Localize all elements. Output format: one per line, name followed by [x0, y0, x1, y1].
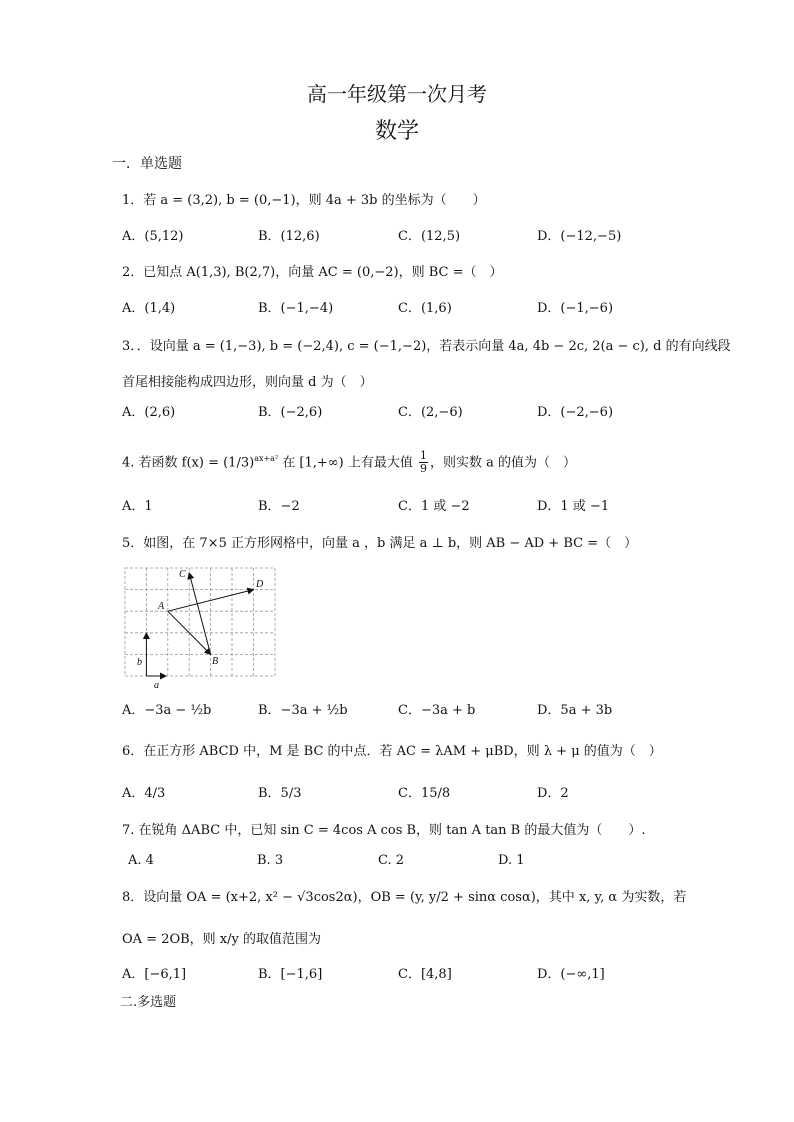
question-2-stem: 2．已知点 A(1,3), B(2,7)，向量 AC = (0,−2)，则 BC =（ ）: [122, 265, 503, 280]
question-1-stem: 1．若 a = (3,2), b = (0,−1)，则 4a + 3b 的坐标为（ ）: [122, 193, 486, 208]
q4-option-b: B．−2: [258, 499, 300, 514]
section-single-choice: 一．单选题: [112, 156, 182, 172]
q1-option-d: D．(−12,−5): [537, 229, 622, 244]
q2-option-d: D．(−1,−6): [537, 301, 614, 316]
q3-option-a: A．(2,6): [122, 405, 176, 420]
vector-b-label: b: [137, 657, 142, 668]
q5-option-d: D．5a + 3b: [537, 703, 613, 718]
q4-stem-part-a: 4. 若函数 f(x) = (1/3): [122, 455, 255, 471]
vector-a-label: a: [154, 680, 159, 691]
q8-option-d: D．(−∞,1]: [537, 967, 605, 982]
exam-title: 高一年级第一次月考: [307, 82, 487, 106]
q4-option-c: C．1 或 −2: [398, 499, 470, 514]
exam-subject: 数学: [374, 119, 419, 144]
grid-lines: [125, 568, 275, 676]
q1-option-a: A．(5,12): [122, 229, 184, 244]
q5-option-a: A．−3a − ½b: [122, 703, 212, 718]
q7-option-a: A. 4: [128, 853, 154, 868]
point-c-label: C: [179, 569, 186, 580]
q3-option-b: B．(−2,6): [258, 405, 323, 420]
question-5-stem: 5．如图，在 7×5 正方形网格中，向量 a ，b 满足 a ⊥ b，则 AB − AD + BC =（ ）: [122, 536, 638, 551]
q6-option-c: C．15/8: [398, 786, 451, 801]
q8-option-c: C．[4,8]: [398, 967, 452, 982]
q7-option-c: C. 2: [378, 853, 405, 868]
point-a-label: A: [158, 601, 165, 612]
vector-grid-figure: [124, 567, 276, 691]
q2-option-a: A．(1,4): [122, 301, 176, 316]
q7-option-b: B. 3: [257, 853, 284, 868]
point-d-label: D: [256, 579, 264, 590]
question-6-stem: 6．在正方形 ABCD 中，M 是 BC 的中点．若 AC = λAM + μBD，则 λ + μ 的值为（ ）: [122, 744, 662, 759]
q4-option-a: A．1: [122, 499, 153, 514]
q2-option-b: B．(−1,−4): [258, 301, 334, 316]
q6-option-a: A．4/3: [122, 786, 166, 801]
q1-option-b: B．(12,6): [258, 229, 320, 244]
q7-option-d: D. 1: [498, 853, 525, 868]
q4-frac-num: 1: [419, 449, 427, 463]
q5-option-b: B．−3a + ½b: [258, 703, 348, 718]
question-4-stem: [122, 450, 576, 475]
question-3-stem: 3．．设向量 a = (1,−3), b = (−2,4), c = (−1,−2)，若表示向量 4a, 4b − 2c, 2(a − c), d 的有向线段: [122, 339, 731, 354]
q4-frac-den: 9: [419, 462, 427, 476]
point-b-label: B: [212, 656, 219, 667]
q6-option-b: B．5/3: [258, 786, 302, 801]
vector-ab-arrow: [168, 611, 211, 654]
question-3-stem-cont: 首尾相接能构成四边形，则向量 d 为（ ）: [122, 375, 373, 390]
q4-stem-part-c: ，则实数 a 的值为（ ）: [429, 455, 576, 471]
vector-ad-arrow: [168, 590, 254, 612]
q8-option-a: A．[−6,1]: [122, 967, 187, 982]
q4-exponent: ax+a²: [254, 454, 279, 463]
q2-option-c: C．(1,6): [398, 301, 452, 316]
vector-bc-arrow: [189, 573, 210, 654]
q4-option-d: D．1 或 −1: [537, 499, 610, 514]
q1-option-c: C．(12,5): [398, 229, 461, 244]
q6-option-d: D．2: [537, 786, 569, 801]
q8-option-b: B．[−1,6]: [258, 967, 323, 982]
q3-option-c: C．(2,−6): [398, 405, 463, 420]
question-7-stem: 7. 在锐角 ΔABC 中，已知 sin C = 4cos A cos B，则 tan A tan B 的最大值为（ ）.: [122, 823, 646, 838]
question-8-stem-cont: OA = 2OB，则 x/y 的取值范围为: [122, 932, 322, 947]
q3-option-d: D．(−2,−6): [537, 405, 614, 420]
q5-option-c: C．−3a + b: [398, 703, 476, 718]
section-multi-choice: 二.多选题: [120, 995, 177, 1010]
question-8-stem: 8．设向量 OA = (x+2, x² − √3cos2α)，OB = (y, y/2 + sinα cosα)，其中 x, y, α 为实数，若: [122, 890, 687, 905]
q4-stem-part-b: 在 [1,+∞) 上有最大值: [278, 455, 417, 471]
q4-fraction: [419, 450, 428, 475]
